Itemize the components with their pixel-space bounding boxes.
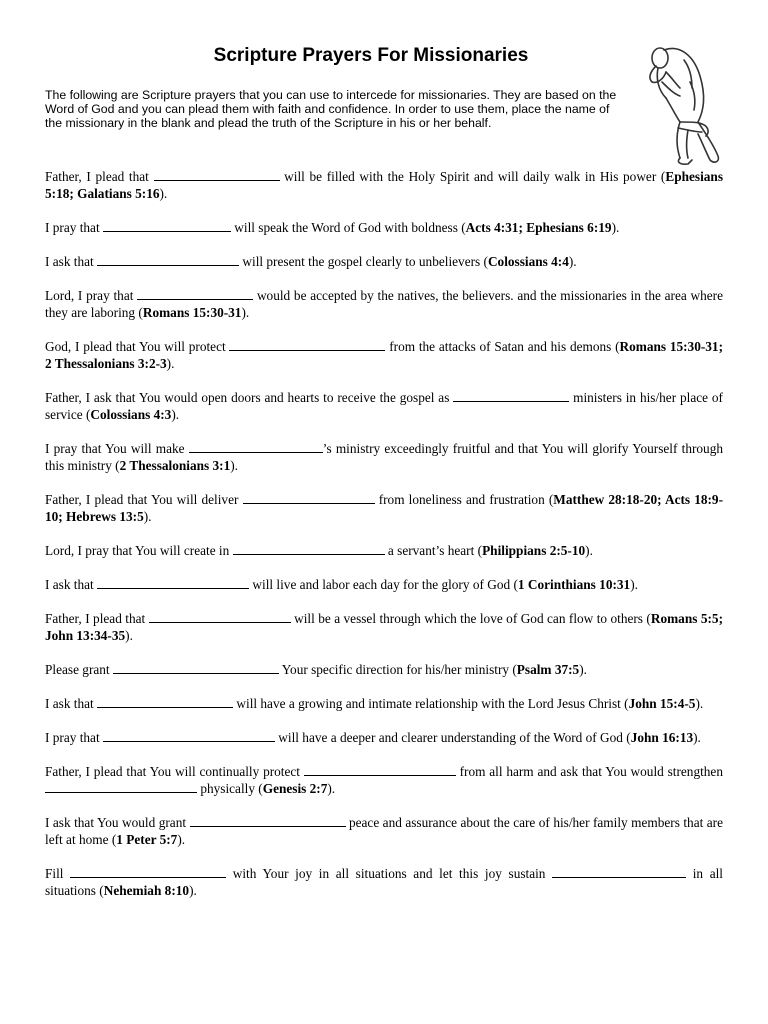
scripture-reference: Colossians 4:3 xyxy=(90,407,172,422)
prayer-text: Lord, I pray that You will create in xyxy=(45,543,233,558)
name-blank xyxy=(149,611,291,623)
prayer-text: ). xyxy=(327,781,336,796)
name-blank xyxy=(103,730,275,742)
prayer-item xyxy=(45,440,723,474)
scripture-reference: Philippians 2:5-10 xyxy=(482,543,586,558)
prayer-text: ministers in his/her place of service ( xyxy=(45,390,723,422)
prayer-text: will be a vessel through which the love of God can flow to others ( xyxy=(290,611,651,626)
name-blank xyxy=(229,339,385,351)
page-title: Scripture Prayers For Missionaries xyxy=(213,45,529,66)
prayer-text: Father, I plead that You will continually protect xyxy=(45,764,304,779)
prayer-text: Fill xyxy=(45,866,71,881)
prayer-text: I ask that xyxy=(45,696,98,711)
prayer-text: will have a deeper and clearer understanding of the Word of God ( xyxy=(274,730,631,745)
name-blank xyxy=(97,696,233,708)
prayer-item xyxy=(45,168,723,202)
prayer-text: from all harm and ask that You would strengthen xyxy=(455,764,723,779)
prayer-text: peace and assurance about the care of his/her family members that are left at home ( xyxy=(45,815,723,847)
prayer-text: ). xyxy=(693,730,701,745)
prayer-text: ). xyxy=(585,543,593,558)
prayer-item xyxy=(45,389,723,423)
name-blank xyxy=(154,169,280,181)
prayer-text: ). xyxy=(579,662,587,677)
name-blank xyxy=(552,866,686,878)
prayer-text: ). xyxy=(241,305,250,320)
prayer-item xyxy=(45,695,723,712)
scripture-reference: 2 Thessalonians 3:1 xyxy=(119,458,231,473)
name-blank xyxy=(103,220,231,232)
scripture-reference: Ephesians 5:18; Galatians 5:16 xyxy=(45,169,723,201)
prayer-text: ). xyxy=(568,254,577,269)
prayer-text: will be filled with the Holy Spirit and will daily walk in His power ( xyxy=(279,169,666,184)
prayer-text: would be accepted by the natives, the believers. and the missionaries in the area where they are laboring ( xyxy=(45,288,723,320)
prayer-item xyxy=(45,729,723,746)
prayer-text: ). xyxy=(177,832,186,847)
prayer-text: in all situations ( xyxy=(45,866,723,898)
prayer-text: Your specific direction for his/her ministry ( xyxy=(278,662,517,677)
scripture-reference: Romans 15:30-31 xyxy=(142,305,242,320)
prayer-text: Lord, I pray that xyxy=(45,288,138,303)
prayer-text: ). xyxy=(125,628,133,643)
scripture-reference: Genesis 2:7 xyxy=(262,781,328,796)
scripture-reference: Acts 4:31; Ephesians 6:19 xyxy=(465,220,612,235)
name-blank xyxy=(233,543,385,555)
name-blank xyxy=(113,662,279,674)
prayer-text: Please grant xyxy=(45,662,113,677)
prayer-text: ). xyxy=(189,883,197,898)
name-blank xyxy=(453,390,569,402)
prayer-item xyxy=(45,219,723,236)
prayer-text: physically ( xyxy=(197,781,263,796)
name-blank xyxy=(190,815,346,827)
prayer-text: Father, I plead that You will deliver xyxy=(45,492,243,507)
prayer-text: ). xyxy=(611,220,620,235)
prayer-item xyxy=(45,338,723,372)
prayer-item xyxy=(45,253,723,270)
prayer-item xyxy=(45,661,723,678)
scripture-reference: 1 Peter 5:7 xyxy=(116,832,178,847)
prayer-item xyxy=(45,763,723,797)
prayer-item xyxy=(45,576,723,593)
prayer-item xyxy=(45,491,723,525)
name-blank xyxy=(70,866,226,878)
prayer-text: ’s ministry exceedingly fruitful and that You will glorify Yourself through this ministry ( xyxy=(45,441,723,473)
scripture-reference: John 15:4-5 xyxy=(628,696,696,711)
prayer-text: ). xyxy=(230,458,238,473)
prayer-text: ). xyxy=(143,509,152,524)
scripture-reference: Psalm 37:5 xyxy=(516,662,580,677)
prayer-text: I pray that xyxy=(45,220,103,235)
prayer-text: will speak the Word of God with boldness ( xyxy=(230,220,466,235)
name-blank xyxy=(97,254,239,266)
scripture-reference: Nehemiah 8:10 xyxy=(103,883,190,898)
prayer-list xyxy=(45,168,723,916)
prayer-text: Father, I plead that xyxy=(45,611,149,626)
prayer-text: ). xyxy=(159,186,168,201)
prayer-item xyxy=(45,814,723,848)
name-blank xyxy=(97,577,249,589)
name-blank xyxy=(243,492,375,504)
prayer-text: ). xyxy=(630,577,638,592)
prayer-text: will live and labor each day for the glory of God ( xyxy=(249,577,518,592)
prayer-item xyxy=(45,610,723,644)
prayer-text: I pray that You will make xyxy=(45,441,189,456)
prayer-text: God, I plead that You will protect xyxy=(45,339,230,354)
scripture-reference: Colossians 4:4 xyxy=(487,254,569,269)
prayer-text: with Your joy in all situations and let this joy sustain xyxy=(226,866,553,881)
prayer-text: ). xyxy=(171,407,180,422)
prayer-text: a servant’s heart ( xyxy=(384,543,483,558)
intro-paragraph: The following are Scripture prayers that you can use to intercede for missionaries. They are based on the Word of God and you can plead them with faith and confidence. In order to use them, place the name of the missionary in the blank and plead the truth of the Scripture in his or her behalf. xyxy=(45,88,617,130)
name-blank xyxy=(304,764,456,776)
prayer-text: will have a growing and intimate relationship with the Lord Jesus Christ ( xyxy=(233,696,629,711)
prayer-text: I pray that xyxy=(45,730,103,745)
prayer-text: from loneliness and frustration ( xyxy=(374,492,554,507)
name-blank xyxy=(45,781,197,793)
prayer-text: Father, I plead that xyxy=(45,169,154,184)
prayer-item xyxy=(45,542,723,559)
name-blank xyxy=(189,441,323,453)
scripture-reference: Romans 15:30-31; 2 Thessalonians 3:2-3 xyxy=(45,339,724,371)
prayer-text: from the attacks of Satan and his demons ( xyxy=(385,339,620,354)
scripture-reference: Matthew 28:18-20; Acts 18:9-10; Hebrews 13:5 xyxy=(45,492,724,524)
prayer-text: I ask that xyxy=(45,577,98,592)
praying-kneeling-man-icon xyxy=(636,38,728,168)
prayer-text: ). xyxy=(695,696,704,711)
name-blank xyxy=(137,288,253,300)
scripture-reference: John 16:13 xyxy=(630,730,694,745)
prayer-text: Father, I ask that You would open doors and hearts to receive the gospel as xyxy=(45,390,454,405)
scripture-reference: Romans 5:5; John 13:34-35 xyxy=(45,611,723,643)
scripture-reference: 1 Corinthians 10:31 xyxy=(517,577,631,592)
prayer-text: ). xyxy=(166,356,175,371)
prayer-text: I ask that You would grant xyxy=(45,815,190,830)
prayer-text: I ask that xyxy=(45,254,98,269)
prayer-text: will present the gospel clearly to unbelievers ( xyxy=(239,254,488,269)
prayer-item xyxy=(45,865,723,899)
prayer-item xyxy=(45,287,723,321)
